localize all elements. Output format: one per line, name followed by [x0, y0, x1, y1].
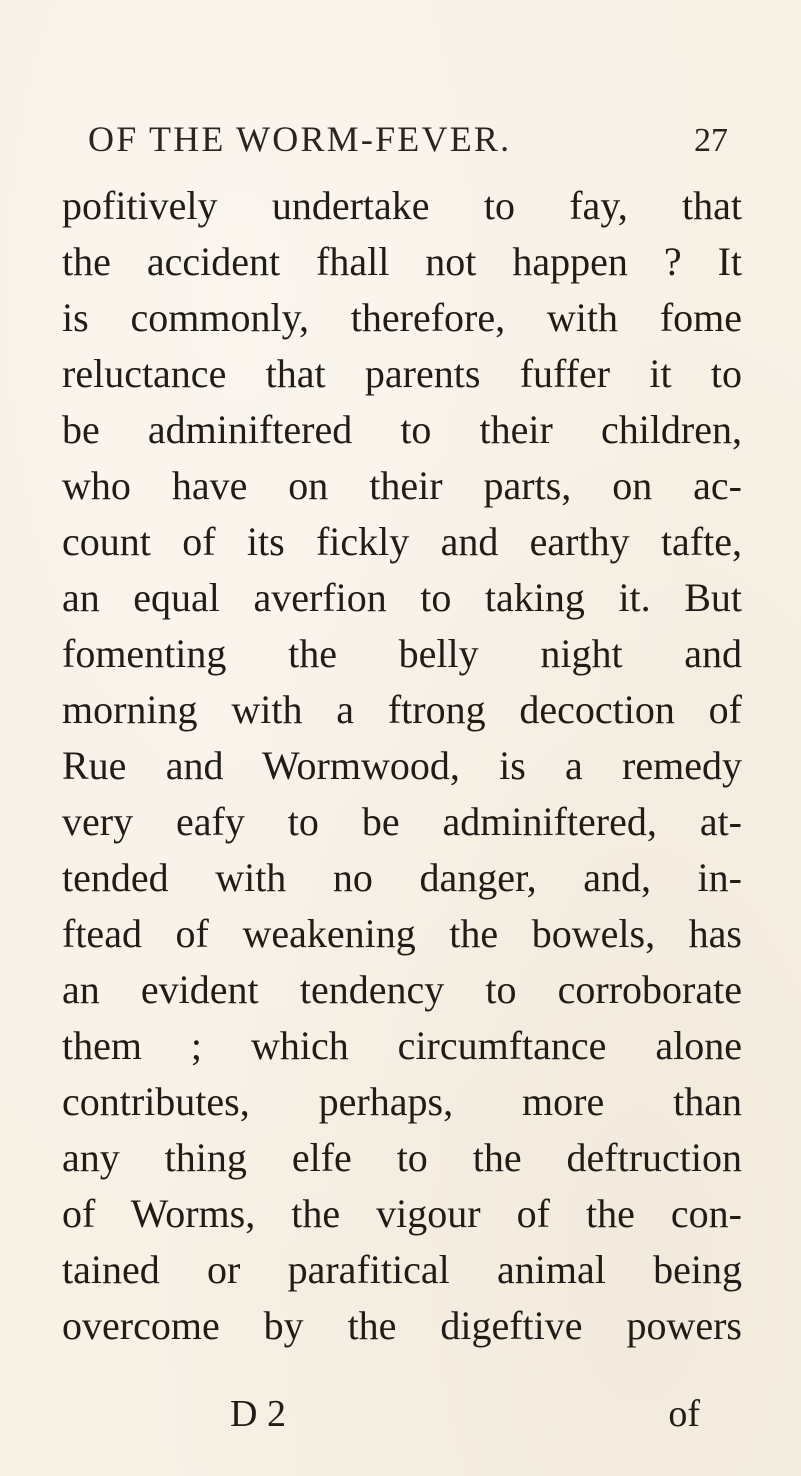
text-line: ftead of weakening the bowels, has: [62, 911, 742, 956]
text-line: very eafy to be adminiftered, at-: [62, 799, 742, 844]
text-line: fomenting the belly night and: [62, 631, 742, 676]
text-line: any thing elfe to the deftruction: [62, 1135, 742, 1180]
text-line: of Worms, the vigour of the con-: [62, 1191, 742, 1236]
text-line: tended with no danger, and, in-: [62, 855, 742, 900]
text-line: pofitively undertake to fay, that: [62, 183, 742, 228]
body-text: [62, 178, 742, 1354]
text-line: who have on their parts, on ac-: [62, 463, 742, 508]
catchword: of: [668, 1393, 700, 1435]
text-line: an equal averfion to taking it. But: [62, 575, 742, 620]
text-line: them ; which circumftance alone: [62, 1023, 742, 1068]
text-line: morning with a ftrong decoction of: [62, 687, 742, 732]
text-line: contributes, perhaps, more than: [62, 1079, 742, 1124]
text-line: Rue and Wormwood, is a remedy: [62, 743, 742, 788]
text-line: tained or parafitical animal being: [62, 1247, 742, 1292]
text-line: reluctance that parents fuffer it to: [62, 351, 742, 396]
text-line: count of its fickly and earthy tafte,: [62, 519, 742, 564]
text-line: is commonly, therefore, with fome: [62, 295, 742, 340]
text-line: overcome by the digeftive powers: [62, 1303, 742, 1348]
page-number: 27: [694, 122, 728, 159]
text-line: be adminiftered to their children,: [62, 407, 742, 452]
running-head: [88, 118, 728, 168]
text-line: the accident fhall not happen ? It: [62, 239, 742, 284]
signature-mark: D 2: [230, 1393, 286, 1435]
page-footer: [150, 1392, 700, 1440]
running-title: OF THE WORM-FEVER.: [88, 119, 512, 159]
text-line: an evident tendency to corroborate: [62, 967, 742, 1012]
